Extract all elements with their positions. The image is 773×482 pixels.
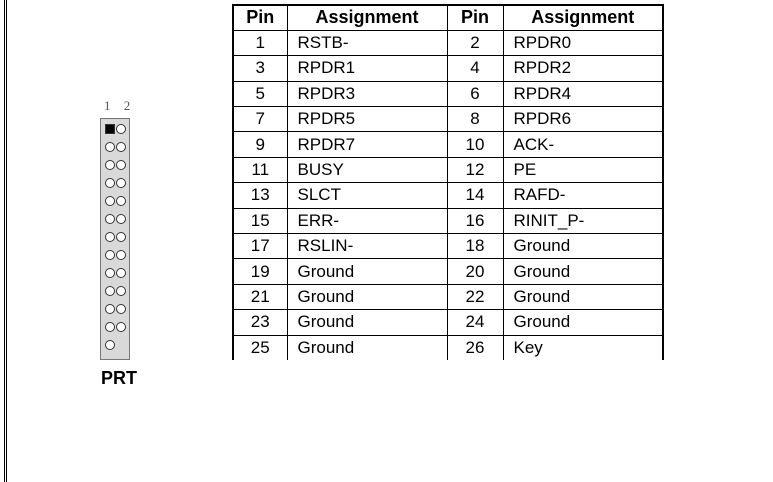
pin-pad — [105, 160, 115, 170]
assignment-cell: RPDR6 — [503, 107, 663, 132]
header-assignment: Assignment — [287, 5, 447, 30]
pin-number-cell: 21 — [233, 284, 287, 309]
assignment-cell: RPDR3 — [287, 81, 447, 106]
pin-number-cell: 23 — [233, 310, 287, 335]
pin-pad — [105, 322, 115, 332]
assignment-cell: SLCT — [287, 183, 447, 208]
assignment-cell: RINIT_P- — [503, 208, 663, 233]
pin-number-cell: 25 — [233, 335, 287, 360]
assignment-cell: Ground — [287, 259, 447, 284]
pin-number-cell: 18 — [447, 234, 503, 259]
pin-pad — [116, 214, 126, 224]
assignment-cell: RSLIN- — [287, 234, 447, 259]
table-row — [233, 56, 663, 81]
table-row — [233, 30, 663, 55]
table-header-row — [233, 5, 663, 30]
pin-number-cell: 13 — [233, 183, 287, 208]
pin-number-cell: 4 — [447, 56, 503, 81]
header-pin: Pin — [233, 5, 287, 30]
pin-number-cell: 14 — [447, 183, 503, 208]
header-pin: Pin — [447, 5, 503, 30]
table-row — [233, 335, 663, 360]
table-row — [233, 157, 663, 182]
assignment-cell: RAFD- — [503, 183, 663, 208]
table-row — [233, 208, 663, 233]
pin-number-cell: 20 — [447, 259, 503, 284]
pin-pad — [116, 250, 126, 260]
assignment-cell: Ground — [503, 234, 663, 259]
assignment-cell: BUSY — [287, 157, 447, 182]
header-assignment: Assignment — [503, 5, 663, 30]
table-row — [233, 259, 663, 284]
assignment-cell: RPDR7 — [287, 132, 447, 157]
table-row — [233, 234, 663, 259]
pin-number-cell: 11 — [233, 157, 287, 182]
pin-number-cell: 26 — [447, 335, 503, 360]
pin-pad — [116, 124, 126, 134]
pin-pad — [105, 214, 115, 224]
pin-number-cell: 15 — [233, 208, 287, 233]
pin-number-cell: 1 — [233, 30, 287, 55]
table-row — [233, 81, 663, 106]
pin-number-cell: 19 — [233, 259, 287, 284]
pin-pad — [116, 178, 126, 188]
pin-number-cell: 5 — [233, 81, 287, 106]
pin-number-cell: 7 — [233, 107, 287, 132]
pin-pad — [105, 142, 115, 152]
pin-number-cell: 9 — [233, 132, 287, 157]
pin-number-cell: 2 — [447, 30, 503, 55]
assignment-cell: Ground — [503, 310, 663, 335]
pin-number-cell: 17 — [233, 234, 287, 259]
table-row — [233, 284, 663, 309]
assignment-cell: Ground — [287, 335, 447, 360]
pin-pad — [105, 178, 115, 188]
assignment-cell: PE — [503, 157, 663, 182]
table-row — [233, 107, 663, 132]
pin-pad — [116, 304, 126, 314]
pin-pad — [105, 304, 115, 314]
assignment-cell: RPDR0 — [503, 30, 663, 55]
assignment-cell: RPDR1 — [287, 56, 447, 81]
pin-number-cell: 22 — [447, 284, 503, 309]
pin-pad — [116, 196, 126, 206]
table-row — [233, 132, 663, 157]
assignment-cell: ERR- — [287, 208, 447, 233]
table-row — [233, 183, 663, 208]
connector-diagram — [7, 0, 232, 482]
assignment-cell: RSTB- — [287, 30, 447, 55]
assignment-cell: RPDR2 — [503, 56, 663, 81]
pin-number-cell: 24 — [447, 310, 503, 335]
pin-pad — [116, 268, 126, 278]
pin-number-cell: 10 — [447, 132, 503, 157]
pin-pad — [116, 160, 126, 170]
pin-pad — [105, 286, 115, 296]
pin-number-labels: 1 2 — [104, 98, 136, 113]
connector-label: PRT — [101, 368, 137, 388]
pin-number-cell: 12 — [447, 157, 503, 182]
pin-assignment-table — [232, 4, 664, 360]
assignment-cell: RPDR4 — [503, 81, 663, 106]
pin-pad — [116, 142, 126, 152]
pin-1-square-pad — [105, 124, 115, 134]
assignment-cell: Ground — [503, 259, 663, 284]
pin-pad — [116, 322, 126, 332]
pin-pad — [116, 232, 126, 242]
assignment-cell: RPDR5 — [287, 107, 447, 132]
assignment-cell: Ground — [287, 310, 447, 335]
pin-pad — [105, 196, 115, 206]
pin-pad — [105, 232, 115, 242]
pin-number-cell: 16 — [447, 208, 503, 233]
assignment-cell: ACK- — [503, 132, 663, 157]
pin-number-cell: 6 — [447, 81, 503, 106]
assignment-cell: Ground — [287, 284, 447, 309]
pin-header-body — [100, 118, 130, 360]
pin-number-cell: 3 — [233, 56, 287, 81]
pin-number-cell: 8 — [447, 107, 503, 132]
pin-pad — [116, 286, 126, 296]
pin-pad — [105, 250, 115, 260]
pin-pad — [105, 340, 115, 350]
pin-pad — [105, 268, 115, 278]
assignment-cell: Key — [503, 335, 663, 360]
table-row — [233, 310, 663, 335]
assignment-cell: Ground — [503, 284, 663, 309]
